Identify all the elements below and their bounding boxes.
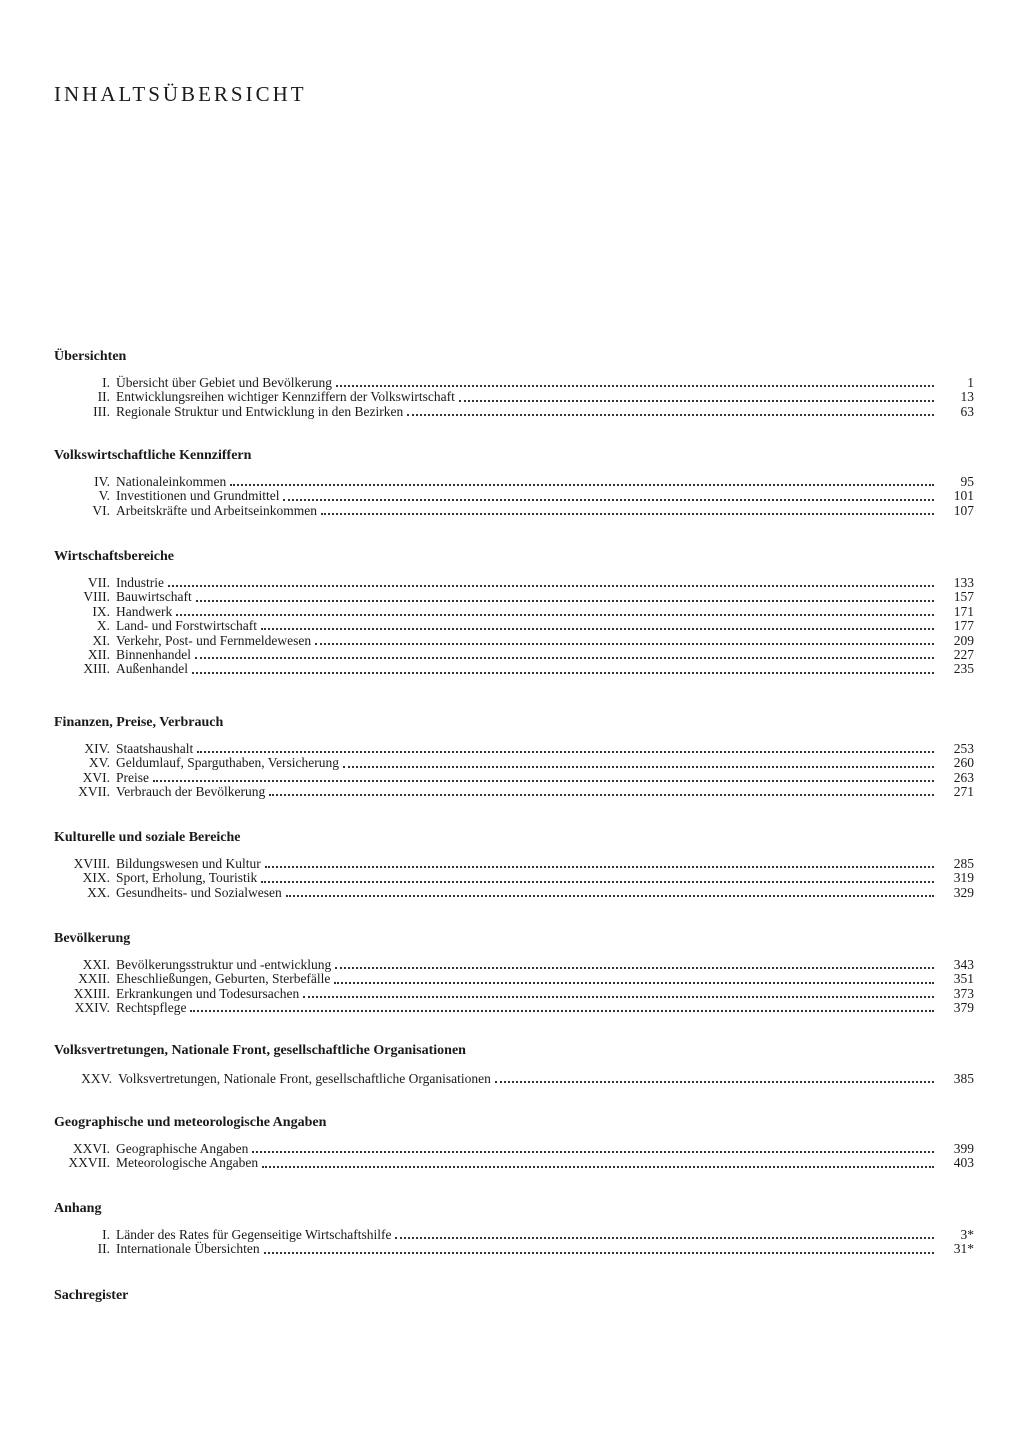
page-number: 379 bbox=[953, 1000, 974, 1016]
toc-entry[interactable] bbox=[54, 886, 974, 900]
chapter-title: Sport, Erholung, Touristik bbox=[116, 870, 258, 886]
chapter-title: Verkehr, Post- und Fernmeldewesen bbox=[116, 632, 312, 648]
toc-entry[interactable] bbox=[54, 987, 974, 1001]
toc-section bbox=[54, 930, 974, 1016]
chapter-title: Eheschließungen, Geburten, Sterbefälle bbox=[116, 971, 331, 987]
dot-leader bbox=[343, 766, 934, 768]
dot-leader bbox=[265, 866, 934, 868]
chapter-title: Verbrauch der Bevölkerung bbox=[116, 784, 266, 800]
toc-section bbox=[54, 1287, 974, 1305]
chapter-title: Handwerk bbox=[116, 603, 173, 619]
page-number: 285 bbox=[953, 856, 974, 871]
section-heading: Bevölkerung bbox=[54, 931, 131, 946]
toc-entry[interactable] bbox=[54, 576, 974, 590]
entry-list bbox=[54, 1142, 974, 1171]
page-number: 63 bbox=[960, 403, 974, 419]
toc-section bbox=[54, 714, 974, 800]
page-number: 403 bbox=[953, 1155, 974, 1171]
dot-leader bbox=[315, 643, 934, 645]
chapter-title: Länder des Rates für Gegenseitige Wirtschaftshilfe bbox=[116, 1227, 392, 1242]
chapter-title: Erkrankungen und Todesursachen bbox=[116, 985, 300, 1001]
page-number: 253 bbox=[953, 741, 974, 756]
chapter-number: IX. bbox=[92, 603, 110, 619]
toc-entry[interactable] bbox=[54, 1072, 974, 1086]
chapter-number: XXV. bbox=[81, 1071, 112, 1086]
toc-entry[interactable] bbox=[54, 756, 974, 770]
chapter-number: XXIV. bbox=[74, 1000, 110, 1016]
dot-leader bbox=[261, 881, 934, 883]
chapter-number: XXVI. bbox=[72, 1141, 110, 1156]
page-number: 227 bbox=[953, 646, 974, 662]
toc-entry[interactable] bbox=[54, 742, 974, 756]
chapter-number: XI. bbox=[92, 632, 110, 648]
dot-leader bbox=[176, 614, 934, 616]
toc-entry[interactable] bbox=[54, 1142, 974, 1156]
chapter-number: I. bbox=[102, 375, 110, 390]
dot-leader bbox=[303, 996, 934, 998]
dot-leader bbox=[264, 1252, 934, 1254]
page-number: 107 bbox=[953, 502, 974, 518]
toc-entry[interactable] bbox=[54, 771, 974, 785]
toc-entry[interactable] bbox=[54, 958, 974, 972]
chapter-number: VIII. bbox=[83, 589, 110, 605]
page-number: 260 bbox=[953, 755, 974, 771]
section-heading: Volksvertretungen, Nationale Front, gesellschaftliche Organisationen bbox=[54, 1043, 466, 1058]
chapter-title: Land- und Forstwirtschaft bbox=[116, 618, 257, 634]
chapter-number: II. bbox=[97, 389, 110, 405]
chapter-number: XX. bbox=[87, 884, 110, 900]
dot-leader bbox=[495, 1081, 934, 1083]
chapter-title: Internationale Übersichten bbox=[116, 1241, 260, 1257]
section-heading: Kulturelle und soziale Bereiche bbox=[54, 830, 241, 845]
toc-entry[interactable] bbox=[54, 590, 974, 604]
chapter-title: Industrie bbox=[116, 575, 164, 590]
chapter-title: Gesundheits- und Sozialwesen bbox=[116, 884, 282, 900]
dot-leader bbox=[395, 1237, 934, 1239]
dot-leader bbox=[459, 400, 934, 402]
chapter-title: Staatshaushalt bbox=[116, 741, 194, 756]
dot-leader bbox=[286, 895, 934, 897]
entry-list bbox=[54, 742, 974, 800]
toc-section bbox=[54, 1042, 974, 1086]
chapter-title: Bildungswesen und Kultur bbox=[116, 856, 261, 871]
chapter-number: XIII. bbox=[83, 661, 110, 677]
chapter-title: Meteorologische Angaben bbox=[116, 1155, 259, 1171]
chapter-number: III. bbox=[93, 403, 110, 419]
entry-list bbox=[54, 576, 974, 677]
entry-list bbox=[54, 857, 974, 900]
section-heading: Volkswirtschaftliche Kennziffern bbox=[54, 448, 252, 463]
dot-leader bbox=[334, 982, 934, 984]
toc-section bbox=[54, 829, 974, 900]
page-number: 171 bbox=[953, 603, 974, 619]
toc-entry[interactable] bbox=[54, 489, 974, 503]
toc-entry[interactable] bbox=[54, 504, 974, 518]
page-number: 343 bbox=[953, 957, 974, 972]
section-heading: Anhang bbox=[54, 1201, 102, 1216]
chapter-title: Investitionen und Grundmittel bbox=[116, 488, 280, 504]
page-number: 1 bbox=[967, 375, 974, 390]
chapter-title: Geldumlauf, Sparguthaben, Versicherung bbox=[116, 755, 339, 771]
chapter-number: XVII. bbox=[78, 784, 110, 800]
chapter-number: XVIII. bbox=[73, 856, 110, 871]
chapter-number: X. bbox=[96, 618, 110, 634]
chapter-title: Rechtspflege bbox=[116, 1000, 187, 1016]
entry-list bbox=[54, 376, 974, 419]
dot-leader bbox=[192, 672, 934, 674]
chapter-number: XXII. bbox=[78, 971, 110, 987]
chapter-title: Entwicklungsreihen wichtiger Kennziffern der Volkswirtschaft bbox=[116, 389, 455, 405]
page-number: 95 bbox=[960, 474, 974, 489]
page-number: 263 bbox=[953, 769, 974, 785]
chapter-title: Übersicht über Gebiet und Bevölkerung bbox=[116, 375, 332, 390]
section-heading: Finanzen, Preise, Verbrauch bbox=[54, 715, 224, 730]
chapter-title: Arbeitskräfte und Arbeitseinkommen bbox=[116, 502, 317, 518]
chapter-title: Außenhandel bbox=[116, 661, 188, 677]
page-number: 177 bbox=[953, 618, 974, 634]
chapter-number: IV. bbox=[94, 474, 110, 489]
toc-entry[interactable] bbox=[54, 605, 974, 619]
toc-entry[interactable] bbox=[54, 405, 974, 419]
dot-leader bbox=[197, 751, 934, 753]
chapter-title: Geographische Angaben bbox=[116, 1141, 249, 1156]
toc-entry[interactable] bbox=[54, 619, 974, 633]
chapter-title: Volksvertretungen, Nationale Front, gesellschaftliche Organisationen bbox=[118, 1071, 491, 1086]
chapter-number: XV. bbox=[88, 755, 110, 771]
chapter-number: XIX. bbox=[82, 870, 110, 886]
page-number: 157 bbox=[953, 589, 974, 605]
section-heading: Geographische und meteorologische Angaben bbox=[54, 1115, 327, 1130]
entry-list bbox=[54, 1228, 974, 1257]
section-heading: Übersichten bbox=[54, 349, 127, 364]
section-heading: Sachregister bbox=[54, 1288, 129, 1303]
dot-leader bbox=[335, 967, 934, 969]
dot-leader bbox=[336, 385, 934, 387]
toc-entry[interactable] bbox=[54, 390, 974, 404]
page-number: 133 bbox=[953, 575, 974, 590]
dot-leader bbox=[262, 1166, 934, 1168]
chapter-number: XXI. bbox=[82, 957, 110, 972]
chapter-number: XIV. bbox=[84, 741, 110, 756]
toc-entry[interactable] bbox=[54, 648, 974, 662]
toc-entry[interactable] bbox=[54, 785, 974, 799]
dot-leader bbox=[261, 628, 934, 630]
dot-leader bbox=[252, 1151, 934, 1153]
toc-entry[interactable] bbox=[54, 1001, 974, 1015]
toc-entry[interactable] bbox=[54, 662, 974, 676]
toc-entry[interactable] bbox=[54, 376, 974, 390]
chapter-title: Bauwirtschaft bbox=[116, 589, 192, 605]
page-number: 373 bbox=[953, 985, 974, 1001]
toc-section bbox=[54, 348, 974, 419]
chapter-number: XII. bbox=[87, 646, 110, 662]
toc-entry[interactable] bbox=[54, 1228, 974, 1242]
page-number: 399 bbox=[953, 1141, 974, 1156]
entry-list bbox=[54, 958, 974, 1016]
chapter-number: I. bbox=[102, 1227, 110, 1242]
chapter-number: VII. bbox=[87, 575, 110, 590]
toc-section bbox=[54, 447, 974, 518]
dot-leader bbox=[269, 794, 934, 796]
toc-entry[interactable] bbox=[54, 1156, 974, 1170]
chapter-title: Nationaleinkommen bbox=[116, 474, 227, 489]
toc-entry[interactable] bbox=[54, 857, 974, 871]
page-number: 319 bbox=[953, 870, 974, 886]
dot-leader bbox=[230, 484, 934, 486]
toc-entry[interactable] bbox=[54, 634, 974, 648]
dot-leader bbox=[153, 780, 934, 782]
chapter-title: Bevölkerungsstruktur und -entwicklung bbox=[116, 957, 332, 972]
toc-entry[interactable] bbox=[54, 475, 974, 489]
toc-entry[interactable] bbox=[54, 1242, 974, 1256]
chapter-number: XVI. bbox=[82, 769, 110, 785]
toc-section bbox=[54, 1114, 974, 1171]
page-title: INHALTSÜBERSICHT bbox=[54, 82, 307, 106]
section-heading: Wirtschaftsbereiche bbox=[54, 549, 175, 564]
chapter-title: Binnenhandel bbox=[116, 646, 191, 662]
dot-leader bbox=[168, 585, 934, 587]
chapter-number: II. bbox=[97, 1241, 110, 1257]
toc-section bbox=[54, 548, 974, 677]
page-number: 209 bbox=[953, 632, 974, 648]
page-number: 3* bbox=[960, 1227, 974, 1242]
chapter-title: Regionale Struktur und Entwicklung in den Bezirken bbox=[116, 403, 404, 419]
chapter-number: XXIII. bbox=[73, 985, 110, 1001]
page-number: 385 bbox=[953, 1071, 974, 1086]
page-number: 31* bbox=[953, 1241, 974, 1257]
page-number: 329 bbox=[953, 884, 974, 900]
entry-list bbox=[54, 1072, 974, 1086]
chapter-number: VI. bbox=[92, 502, 110, 518]
page-number: 235 bbox=[953, 661, 974, 677]
chapter-number: XXVII. bbox=[68, 1155, 110, 1171]
dot-leader bbox=[407, 414, 934, 416]
toc-entry[interactable] bbox=[54, 871, 974, 885]
dot-leader bbox=[190, 1010, 934, 1012]
dot-leader bbox=[196, 600, 934, 602]
dot-leader bbox=[283, 499, 934, 501]
page-number: 101 bbox=[953, 488, 974, 504]
chapter-title: Preise bbox=[116, 769, 149, 785]
toc-section bbox=[54, 1200, 974, 1257]
dot-leader bbox=[321, 513, 934, 515]
page-number: 13 bbox=[960, 389, 974, 405]
dot-leader bbox=[195, 657, 934, 659]
page-number: 351 bbox=[953, 971, 974, 987]
chapter-number: V. bbox=[98, 488, 110, 504]
page-number: 271 bbox=[953, 784, 974, 800]
toc-entry[interactable] bbox=[54, 972, 974, 986]
entry-list bbox=[54, 475, 974, 518]
